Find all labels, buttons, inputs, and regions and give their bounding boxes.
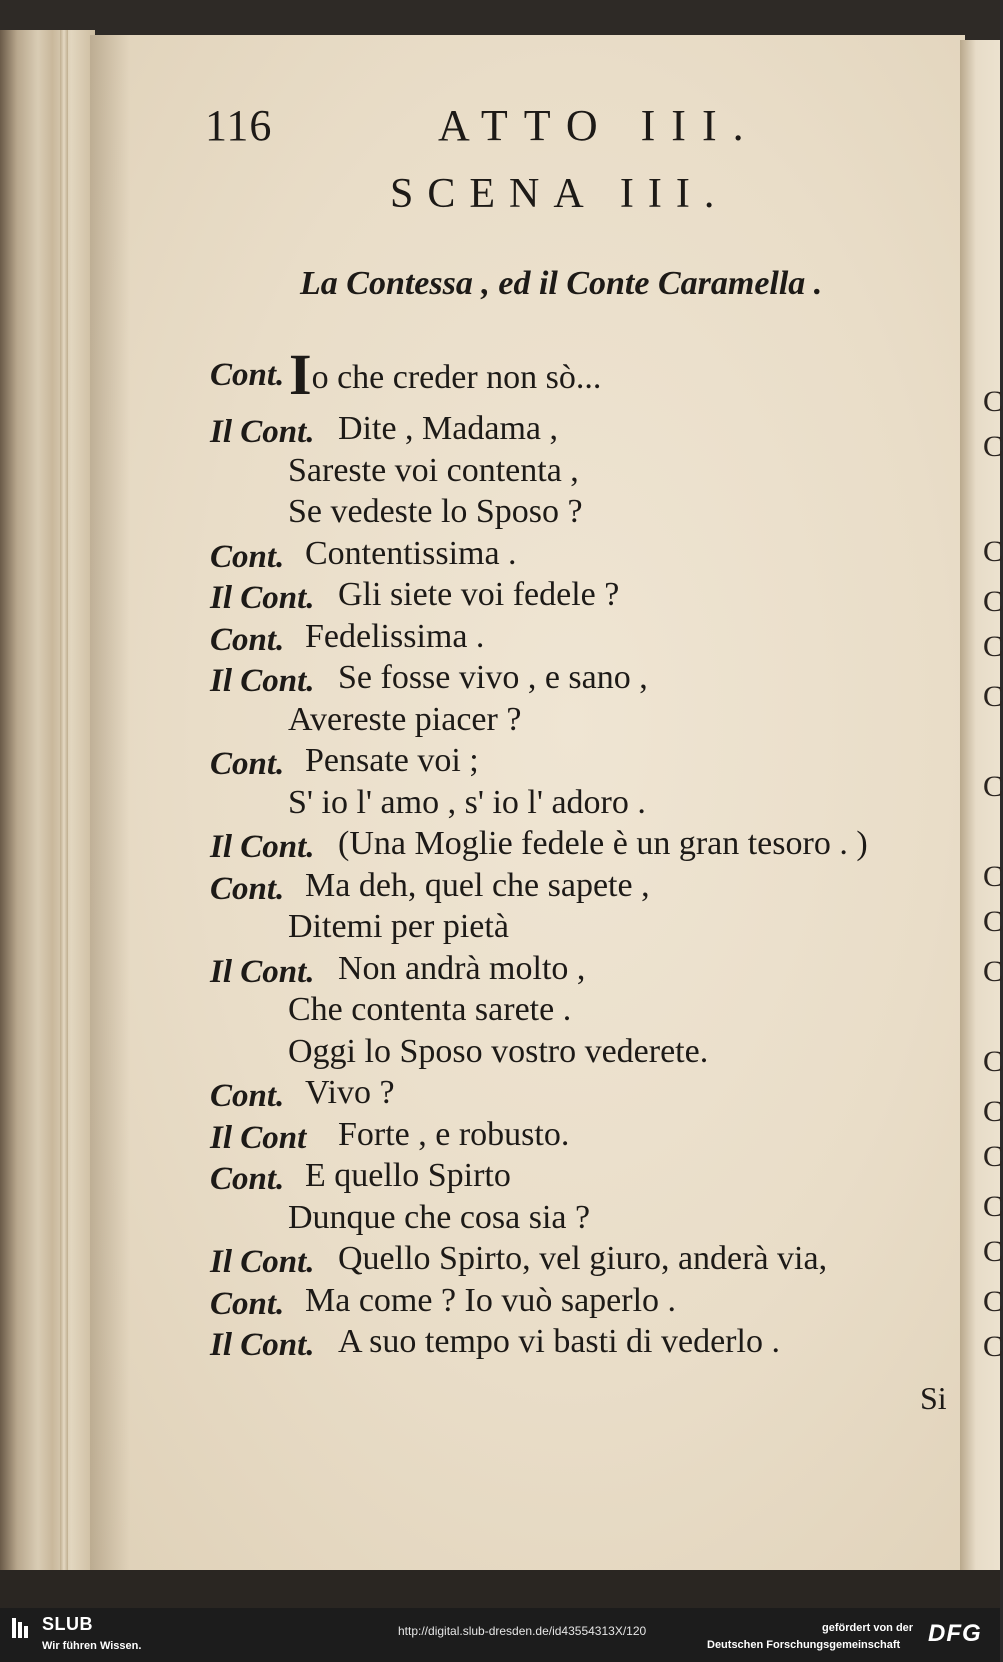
- verse-line: Avereste piacer ?: [288, 700, 522, 738]
- facing-page-glyph: C: [983, 430, 1003, 463]
- facing-page-glyph: C: [983, 1095, 1003, 1128]
- facing-page-glyph: C: [983, 1140, 1003, 1173]
- facing-page-glyph: C: [983, 1285, 1003, 1318]
- funding-line-2: Deutschen Forschungsgemeinschaft: [707, 1639, 901, 1651]
- characters-heading: La Contessa , ed il Conte Caramella .: [300, 265, 823, 302]
- book-edge-left: [0, 30, 95, 1595]
- speaker-label: Il Cont: [210, 1119, 307, 1156]
- facing-page-glyph: C: [983, 1330, 1003, 1363]
- scan-bottom-border: [0, 1570, 1000, 1608]
- verse-line: Sareste voi contenta ,: [288, 451, 579, 489]
- scene-title: SCENA III.: [390, 171, 729, 217]
- facing-page-glyph: C: [983, 680, 1003, 713]
- speaker-label: Cont.: [210, 1285, 285, 1322]
- drop-cap: I: [289, 342, 312, 407]
- verse-line: Se fosse vivo , e sano ,: [338, 659, 648, 696]
- library-name: SLUB: [42, 1614, 93, 1634]
- slub-logo-icon: [12, 1618, 30, 1638]
- speaker-label: Il Cont.: [210, 414, 315, 450]
- verse-line: S' io l' amo , s' io l' adoro .: [288, 783, 646, 821]
- facing-page-glyph: C: [983, 955, 1003, 988]
- funding-line-1: gefördert von der: [822, 1622, 914, 1634]
- verse-line: Gli siete voi fedele ?: [338, 576, 620, 613]
- verse-line: Dunque che cosa sia ?: [288, 1198, 591, 1236]
- speaker-label: Cont.: [210, 621, 285, 658]
- facing-page-glyph: C: [983, 860, 1003, 893]
- facing-page-glyph: C: [983, 535, 1003, 568]
- verse-line: Fedelissima .: [305, 617, 485, 655]
- speaker-label: Cont.: [210, 870, 285, 907]
- verse-line: o che creder non sò...: [311, 359, 602, 396]
- dfg-logo: DFG: [928, 1620, 982, 1647]
- catchword: Si: [920, 1380, 947, 1416]
- verse-line: Contentissima .: [305, 534, 517, 572]
- speaker-label: Cont.: [210, 538, 285, 575]
- first-verse-line: [289, 342, 602, 407]
- source-url-link[interactable]: http://digital.slub-dresden.de/id43554313X/120: [398, 1624, 647, 1638]
- verse-line: Quello Spirto, vel giuro, anderà via,: [338, 1240, 828, 1277]
- verse-line: Ma deh, quel che sapete ,: [305, 866, 650, 904]
- facing-page-glyph: C: [983, 1235, 1003, 1268]
- facing-page-glyph: C: [983, 905, 1003, 938]
- speaker-label: Cont.: [210, 357, 285, 393]
- verse-line: Che contenta sarete .: [288, 991, 572, 1028]
- speaker-label: Il Cont.: [210, 829, 315, 865]
- verse-line: Pensate voi ;: [305, 742, 479, 779]
- facing-page-glyph: C: [983, 385, 1003, 418]
- facing-page-glyph: C: [983, 1190, 1003, 1223]
- speaker-label: Il Cont.: [210, 1244, 315, 1280]
- facing-page-glyph: C: [983, 585, 1003, 618]
- footer-bar: [0, 1608, 1000, 1662]
- facing-page-glyph: C: [983, 1045, 1003, 1078]
- verse-line: Forte , e robusto.: [338, 1115, 570, 1153]
- verse-line: Non andrà molto ,: [338, 949, 586, 987]
- verse-line: Dite , Madama ,: [338, 410, 558, 447]
- speaker-label: Il Cont.: [210, 953, 315, 990]
- running-head: ATTO III.: [438, 101, 760, 150]
- page-number: 116: [205, 101, 273, 150]
- verse-line: E quello Spirto: [305, 1157, 511, 1194]
- speaker-label: Cont.: [210, 1078, 285, 1114]
- speaker-label: Cont.: [210, 746, 285, 782]
- speaker-label: Il Cont.: [210, 1327, 315, 1363]
- speaker-label: Il Cont.: [210, 663, 315, 699]
- verse-line: (Una Moglie fedele è un gran tesoro . ): [338, 825, 868, 862]
- speaker-label: Il Cont.: [210, 580, 315, 616]
- verse-line: Vivo ?: [305, 1074, 395, 1111]
- library-tagline: Wir führen Wissen.: [42, 1640, 142, 1652]
- facing-page-glyph: C: [983, 770, 1003, 803]
- verse-line: Ma come ? Io vuò saperlo .: [305, 1281, 677, 1319]
- speaker-label: Cont.: [210, 1161, 285, 1197]
- verse-line: Ditemi per pietà: [288, 908, 509, 945]
- facing-page-glyph: C: [983, 630, 1003, 663]
- verse-line: Se vedeste lo Sposo ?: [288, 493, 583, 530]
- verse-line: A suo tempo vi basti di vederlo .: [338, 1323, 780, 1360]
- verse-line: Oggi lo Sposo vostro vederete.: [288, 1032, 709, 1070]
